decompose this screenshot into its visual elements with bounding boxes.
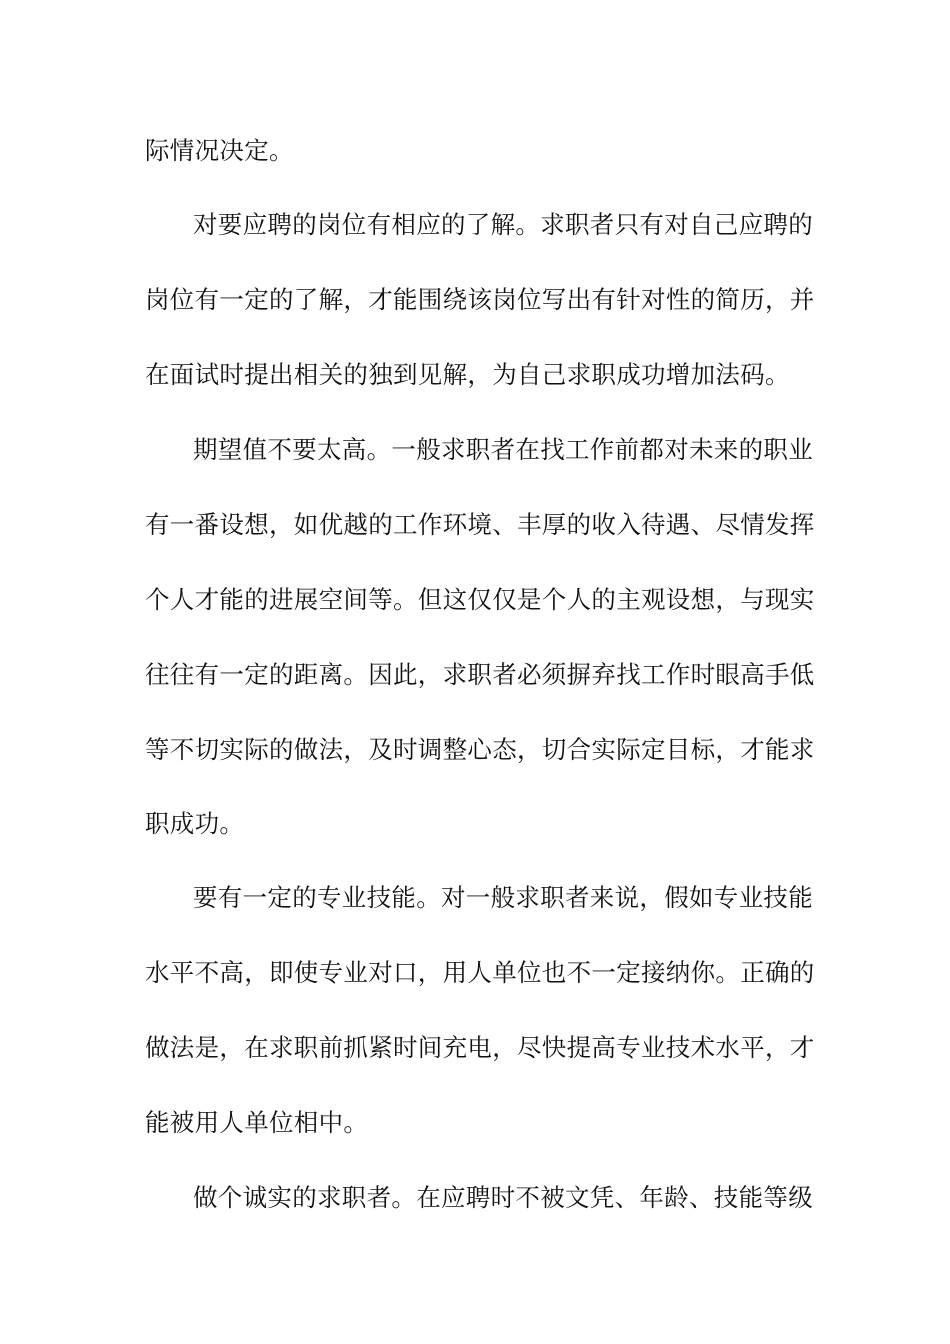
text-line: 岗位有一定的了解，才能围绕该岗位写出有针对性的简历，并 bbox=[145, 285, 815, 314]
paragraph-start-line: 做个诚实的求职者。在应聘时不被文凭、年龄、技能等级 bbox=[193, 1183, 813, 1212]
text-line: 在面试时提出相关的独到见解，为自己求职成功增加法码。 bbox=[145, 360, 790, 389]
text-line: 等不切实际的做法，及时调整心态，切合实际定目标，才能求 bbox=[145, 735, 815, 764]
text-line: 际情况决定。 bbox=[145, 136, 294, 165]
text-line: 做法是，在求职前抓紧时间充电，尽快提高专业技术水平，才 bbox=[145, 1033, 815, 1062]
text-line: 往往有一定的距离。因此，求职者必须摒弃找工作时眼高手低 bbox=[145, 660, 815, 689]
paragraph-start-line: 对要应聘的岗位有相应的了解。求职者只有对自己应聘的 bbox=[193, 210, 813, 239]
text-line: 能被用人单位相中。 bbox=[145, 1108, 369, 1137]
text-line: 水平不高，即使专业对口，用人单位也不一定接纳你。正确的 bbox=[145, 958, 815, 987]
paragraph-start-line: 期望值不要太高。一般求职者在找工作前都对未来的职业 bbox=[193, 435, 813, 464]
text-line: 有一番设想，如优越的工作环境、丰厚的收入待遇、尽情发挥 bbox=[145, 510, 815, 539]
paragraph-start-line: 要有一定的专业技能。对一般求职者来说，假如专业技能 bbox=[193, 883, 813, 912]
text-line: 个人才能的进展空间等。但这仅仅是个人的主观设想，与现实 bbox=[145, 585, 815, 614]
text-line: 职成功。 bbox=[145, 809, 245, 838]
